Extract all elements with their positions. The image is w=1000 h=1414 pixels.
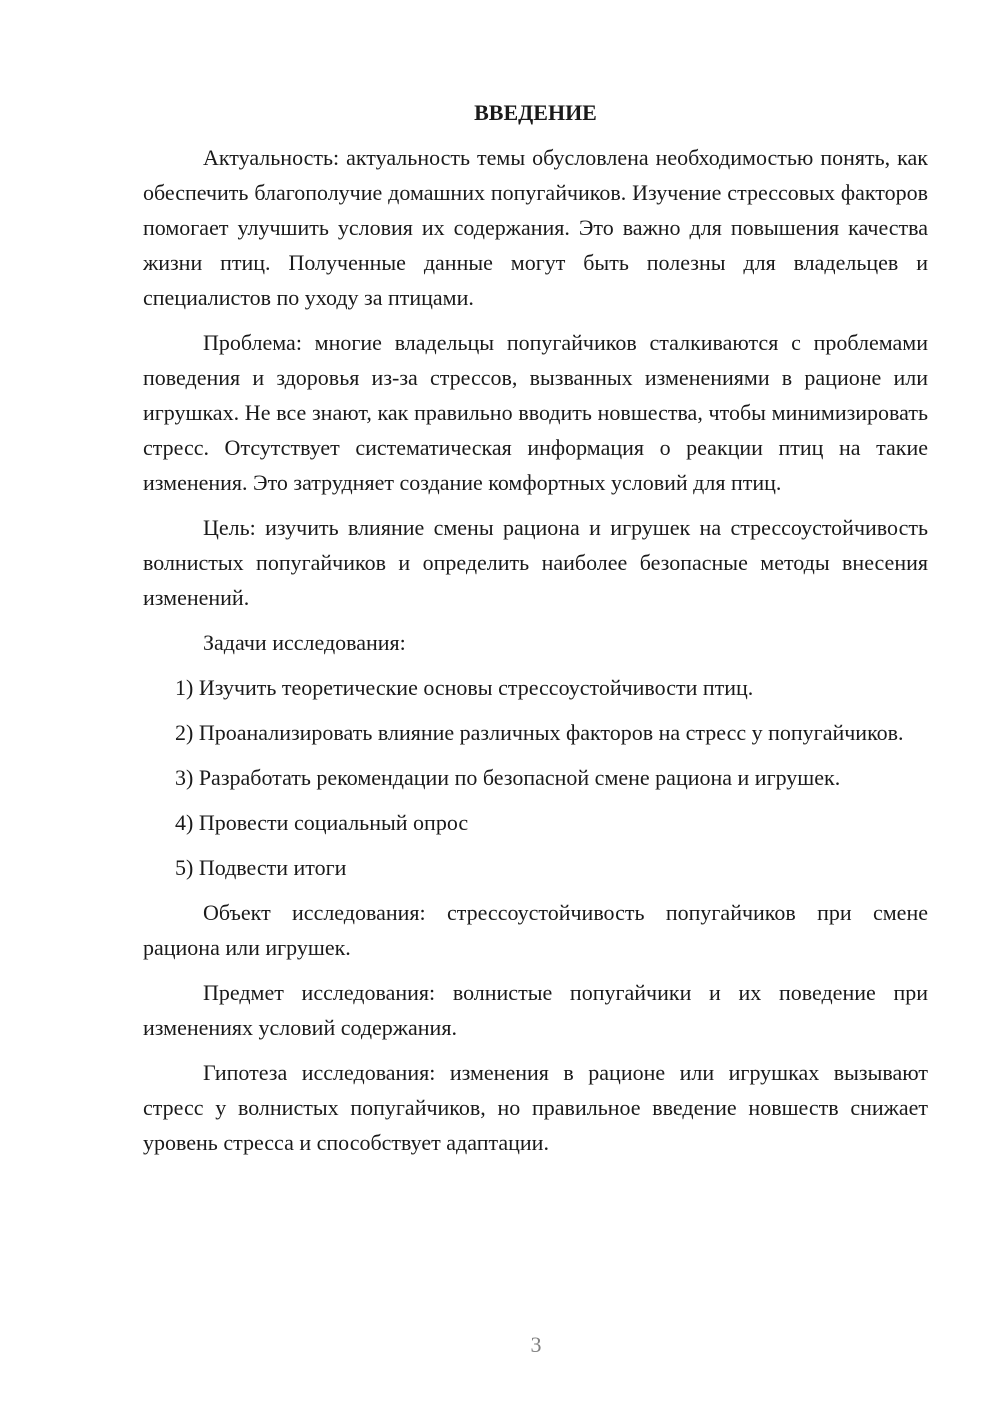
paragraph-hypothesis: Гипотеза исследования: изменения в рационе или игрушках вызывают стресс у волнистых попугайчиков, но правильное введение новшеств снижает уровень стресса и способствует адаптации. bbox=[143, 1060, 928, 1155]
paragraph-tasks-heading: Задачи исследования: bbox=[203, 630, 406, 655]
task-item-2: 2) Проанализировать влияние различных факторов на стресс у попугайчиков. bbox=[175, 720, 904, 745]
paragraph-problem: Проблема: многие владельцы попугайчиков сталкиваются с проблемами поведения и здоровья из-за стрессов, вызванных изменениями в рационе или игрушках. Не все знают, как правильно вводить новшества, чтобы минимизировать стресс. Отсутствует систематическая информация о реакции птиц на такие изменения. Это затрудняет создание комфортных условий для птиц. bbox=[143, 330, 928, 495]
document-page bbox=[143, 95, 928, 1170]
task-item-4: 4) Провести социальный опрос bbox=[175, 810, 469, 835]
paragraph-subject: Предмет исследования: волнистые попугайчики и их поведение при изменениях условий содержания. bbox=[143, 980, 928, 1040]
task-item-1: 1) Изучить теоретические основы стрессоустойчивости птиц. bbox=[175, 675, 754, 700]
task-item-5: 5) Подвести итоги bbox=[175, 855, 347, 880]
paragraph-relevance: Актуальность: актуальность темы обусловлена необходимостью понять, как обеспечить благополучие домашних попугайчиков. Изучение стрессовых факторов помогает улучшить условия их содержания. Это важно для повышения качества жизни птиц. Полученные данные могут быть полезны для владельцев и специалистов по уходу за птицами. bbox=[143, 145, 928, 310]
paragraph-goal: Цель: изучить влияние смены рациона и игрушек на стрессоустойчивость волнистых попугайчиков и определить наиболее безопасные методы внесения изменений. bbox=[143, 515, 928, 610]
section-title: ВВЕДЕНИЕ bbox=[474, 100, 597, 125]
task-item-3: 3) Разработать рекомендации по безопасной смене рациона и игрушек. bbox=[175, 765, 841, 790]
page-number: 3 bbox=[530, 1332, 542, 1357]
paragraph-object: Объект исследования: стрессоустойчивость попугайчиков при смене рациона или игрушек. bbox=[143, 900, 928, 960]
